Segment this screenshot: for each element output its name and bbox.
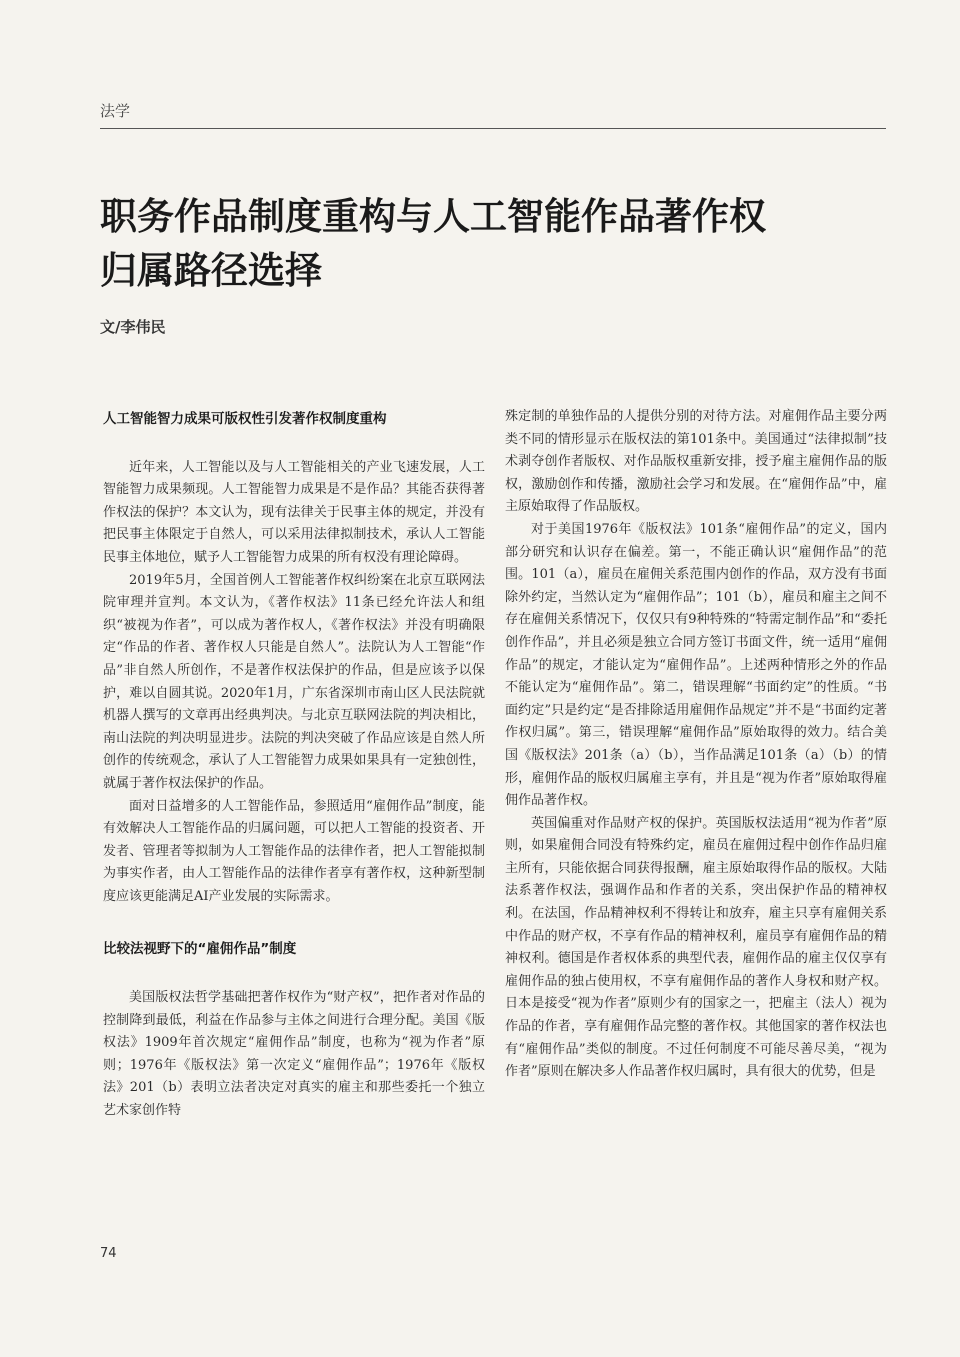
paragraph: 近年来，人工智能以及与人工智能相关的产业飞速发展，人工智能智力成果频现。人工智能智力成果是不是作品？其能否获得著作权法的保护？本文认为，现有法律关于民事主体的规定，并没有把民事主体限定于自然人，可以采用法律拟制技术，承认人工智能民事主体地位，赋予人工智能智力成果的所有权没有理论障碍。: [103, 459, 485, 565]
title-line-2: 归属路径选择: [100, 249, 322, 292]
paragraph: 2019年5月，全国首例人工智能著作权纠纷案在北京互联网法院审理并宣判。本文认为，《著作权法》11条已经允许法人和组织“被视为作者”，可以成为著作权人，《著作权法》并没有明确限定“作品的作者、著作权人只能是自然人”。法院认为人工智能“作品”非自然人所创作，不是著作权法保护的作品，但是应该予以保护，难以自圆其说。2020年1月，广东省深圳市南山区人民法院就机器人撰写的文章再出经典判决。与北京互联网法院的判决相比，南山法院的判决明显进步。法院的判决突破了作品应该是自然人所创作的传统观念，承认了人工智能智力成果如果具有一定独创性，就属于著作权法保护的作品。: [103, 572, 485, 791]
title-line-1: 职务作品制度重构与人工智能作品著作权: [100, 195, 766, 238]
article-author: 文/李伟民: [100, 318, 166, 336]
section-tag: 法学: [100, 102, 131, 120]
paragraph: 对于美国1976年《版权法》101条“雇佣作品”的定义，国内部分研究和认识存在偏差。第一，不能正确认识“雇佣作品”的范围。101（a），雇员在雇佣关系范围内创作的作品，双方没有书面除外约定，当然认定为“雇佣作品”；101（b），雇员和雇主之间不存在雇佣关系情况下，仅仅只有9种特殊的“特需定制作品”和“委托创作作品”，并且必须是独立合同方签订书面文件，统一适用“雇佣作品”的规定，才能认定为“雇佣作品”。上述两种情形之外的作品不能认定为“雇佣作品”。第二，错误理解“书面约定”的性质。“书面约定”只是约定“是否排除适用雇佣作品规定”并不是“书面约定著作权归属”。第三，错误理解“雇佣作品”原始取得的效力。结合美国《版权法》201条（a）（b），当作品满足101条（a）（b）的情形，雇佣作品的版权归属雇主享有，并且是“视为作者”原始取得雇佣作品著作权。: [505, 521, 887, 809]
paragraph: 美国版权法哲学基础把著作权作为“财产权”，把作者对作品的控制降到最低，利益在作品参与主体之间进行合理分配。美国《版权法》1909年首次规定“雇佣作品”制度，也称为“视为作者”原则；1976年《版权法》第一次定义“雇佣作品”；1976年《版权法》201（b）表明立法者决定对真实的雇主和那些委托一个独立艺术家创作特: [103, 990, 485, 1119]
article-title: [100, 190, 900, 298]
page-number: 74: [100, 1246, 117, 1261]
section-heading-2: 比较法视野下的“雇佣作品”制度: [103, 941, 297, 958]
header-rule: [100, 128, 886, 129]
left-column: [103, 406, 485, 1123]
paragraph: 面对日益增多的人工智能作品，参照适用“雇佣作品”制度，能有效解决人工智能作品的归属问题，可以把人工智能的投资者、开发者、管理者等拟制为人工智能作品的法律作者，把人工智能拟制为事实作者，由人工智能作品的法律作者享有著作权，这种新型制度应该更能满足AI产业发展的实际需求。: [103, 798, 485, 904]
paragraph: 英国偏重对作品财产权的保护。英国版权法适用“视为作者”原则，如果雇佣合同没有特殊约定，雇员在雇佣过程中创作作品归雇主所有，只能依据合同获得报酬，雇主原始取得作品的版权。大陆法系著作权法，强调作品和作者的关系，突出保护作品的精神权利。在法国，作品精神权利不得转让和放弃，雇主只享有雇佣关系中作品的财产权，不享有作品的精神权利，雇员享有雇佣作品的精神权利。德国是作者权体系的典型代表，雇佣作品的雇主仅仅享有雇佣作品的独占使用权，不享有雇佣作品的著作人身权和财产权。日本是接受“视为作者”原则少有的国家之一，把雇主（法人）视为作品的作者，享有雇佣作品完整的著作权。其他国家的著作权法也有“雇佣作品”类似的制度。不过任何制度不可能尽善尽美，“视为作者”原则在解决多人作品著作权归属时，具有很大的优势，但是: [505, 815, 887, 1080]
right-column: [505, 406, 887, 1084]
paragraph-continued: 殊定制的单独作品的人提供分别的对待方法。对雇佣作品主要分两类不同的情形显示在版权法的第101条中。美国通过“法律拟制”技术剥夺创作者版权、对作品版权重新安排，授予雇主雇佣作品的版权，激励创作和传播，激励社会学习和发展。在“雇佣作品”中，雇主原始取得了作品版权。: [505, 409, 887, 515]
section-heading-1: 人工智能智力成果可版权性引发著作权制度重构: [103, 411, 387, 427]
